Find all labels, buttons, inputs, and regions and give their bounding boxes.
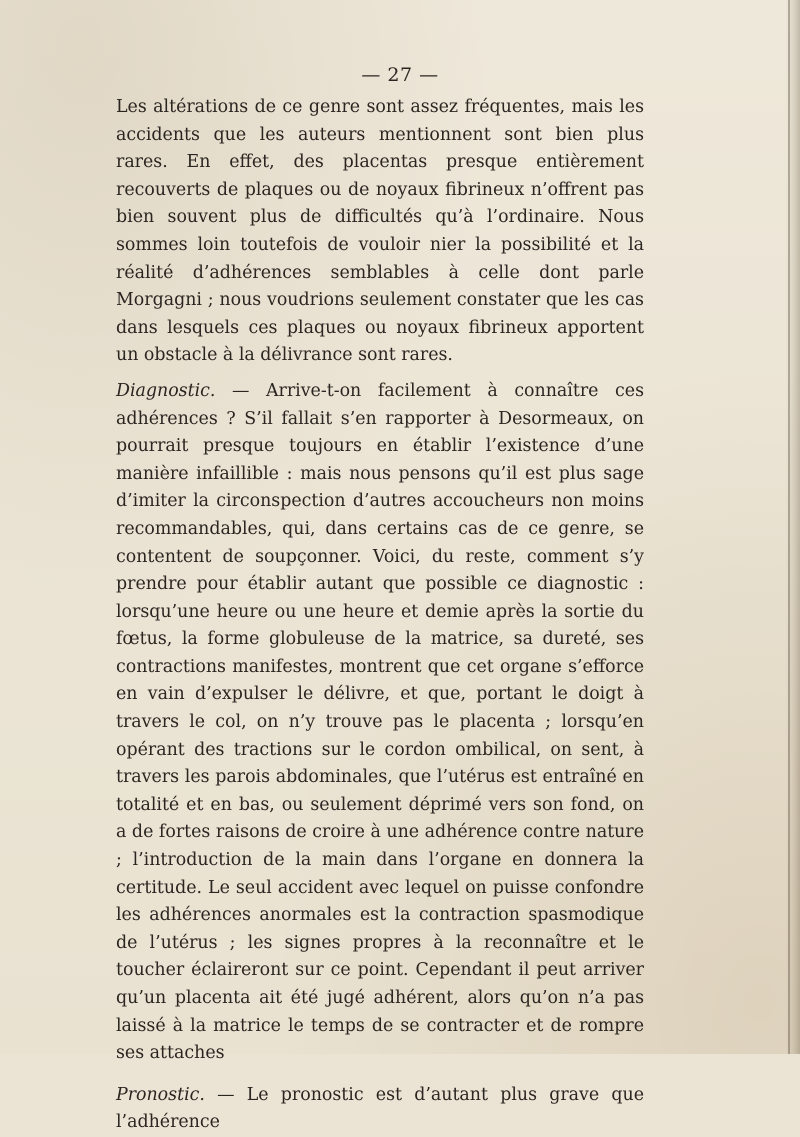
paragraph-text: Les altérations de ce genre sont assez fréquentes, mais les accidents que les auteurs mentionnent sont bien plus rares. En effet, des placentas presque entièrement recouverts de plaques ou de noyaux fibrineux n’offrent pas bien souvent plus de difficultés qu’à l’ordinaire. Nous sommes loin toutefois de vouloir nier la possibilité et la réalité d’adhérences semblables à celle dont parle Morgagni ; nous voudrions seulement constater que les cas dans lesquels ces plaques ou noyaux fibrineux apportent un obstacle à la délivrance sont rares. xyxy=(116,97,644,366)
section-label-diagnostic: Diagnostic. xyxy=(116,380,216,401)
paragraph-diagnostic xyxy=(116,378,644,1068)
page-number: — 27 — xyxy=(361,64,439,86)
paragraph-alterations xyxy=(116,94,644,370)
paragraph-text: — Arrive-t-on facilement à connaître ces adhérences ? S’il fallait s’en rapporter à Desormeaux, on pourrait presque toujours en établir l’existence d’une manière infaillible : mais nous pensons qu’il est plus sage d’imiter la circonspection d’autres accoucheurs non moins recommandables, qui, dans certains cas de ce genre, se contentent de soupçonner. Voici, du reste, comment s’y prendre pour établir autant que possible ce diagnostic : lorsqu’une heure ou une heure et demie après la sortie du fœtus, la forme globuleuse de la matrice, sa dureté, ses contractions manifestes, montrent que cet organe s’efforce en vain d’expulser le délivre, et que, portant le doigt à travers le col, on n’y trouve pas le placenta ; lorsqu’en opérant des tractions sur le cordon ombilical, on sent, à travers les parois abdominales, que l’utérus est entraîné en totalité et en bas, ou seulement déprimé vers son fond, on a de fortes raisons de croire à une adhérence contre nature ; l’introduction de la main dans l’organe en donnera la certitude. Le seul accident avec lequel on puisse confondre les adhérences anormales est la contraction spasmodique de l’utérus ; les signes propres à la reconnaître et le toucher éclaireront sur ce point. Cependant il peut arriver qu’un placenta ait été jugé adhérent, alors qu’on n’a pas laissé à la matrice le temps de se contracter et de rompre ses attaches xyxy=(116,380,644,1064)
section-label-pronostic: Pronostic. xyxy=(116,1084,205,1105)
body-text xyxy=(116,94,644,1137)
page-edge-line xyxy=(788,0,790,1054)
paragraph-pronostic xyxy=(116,1082,644,1137)
paragraph-text: — Le pronostic est d’autant plus grave que l’adhérence xyxy=(116,1084,644,1133)
